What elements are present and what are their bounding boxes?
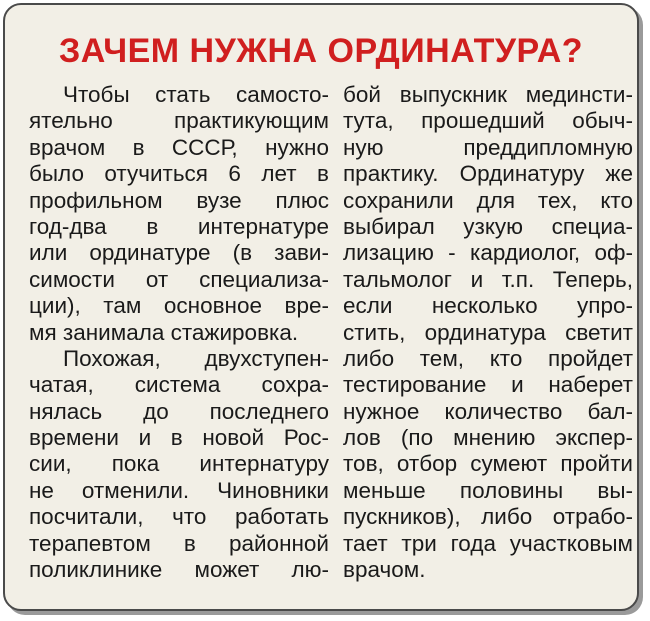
text-line: посчитали, что работать (29, 504, 329, 530)
text-line: врачом в СССР, нужно (29, 134, 329, 160)
text-line: бой выпускник мединсти- (343, 82, 633, 107)
text-line: сохранили для тех, кто (343, 187, 633, 213)
text-line: ятельно практикующим (29, 108, 329, 134)
text-line: тов, отбор сумеют пройти (343, 451, 633, 477)
article-headline: ЗАЧЕМ НУЖНА ОРДИНАТУРА? (58, 32, 584, 70)
text-line: меньше половины вы- (343, 477, 633, 503)
text-line: не отменили. Чиновники (29, 477, 329, 503)
text-line: терапевтом в районной (29, 530, 329, 556)
text-line: выбирал узкую специа- (343, 213, 633, 239)
text-line: лизацию - кардиолог, оф- (343, 240, 633, 266)
text-column-left (29, 82, 329, 583)
text-line: нялась до последнего (29, 398, 329, 424)
text-line: времени и в новой Рос- (29, 425, 329, 451)
text-line: ции), там основное вре- (29, 293, 329, 319)
text-line: ную преддипломную (343, 134, 633, 160)
text-line: практику. Ординатуру же (343, 161, 633, 187)
text-line: тает три года участковым (343, 530, 633, 556)
text-column-right (343, 82, 633, 583)
text-line: профильном вузе плюс (29, 187, 329, 213)
article-card (3, 3, 639, 611)
text-line: симости от специализа- (29, 266, 329, 292)
text-line: лов (по мнению экспер- (343, 425, 633, 451)
text-line: если несколько упро- (343, 293, 633, 319)
text-line: нужное количество бал- (343, 398, 633, 424)
text-line: тута, прошедший обыч- (343, 108, 633, 134)
text-line: поликлинике может лю- (29, 557, 329, 583)
text-line: пускников), либо отрабо- (343, 504, 633, 530)
text-line: чатая, система сохра- (29, 372, 329, 398)
text-line: было отучиться 6 лет в (29, 161, 329, 187)
text-line: сии, пока интернатуру (29, 451, 329, 477)
text-line: или ординатуре (в зави- (29, 240, 329, 266)
text-line: врачом. (343, 557, 426, 583)
text-line: тальмолог и т.п. Теперь, (343, 266, 633, 292)
text-line: мя занимала стажировка. (29, 319, 299, 345)
text-line: стить, ординатура светит (343, 319, 633, 345)
text-line: Чтобы стать самосто- (63, 82, 329, 107)
text-line: либо тем, кто пройдет (343, 345, 633, 371)
text-line: год-два в интернатуре (29, 213, 329, 239)
text-line: тестирование и наберет (343, 372, 633, 398)
text-line: Похожая, двухступен- (63, 345, 329, 371)
